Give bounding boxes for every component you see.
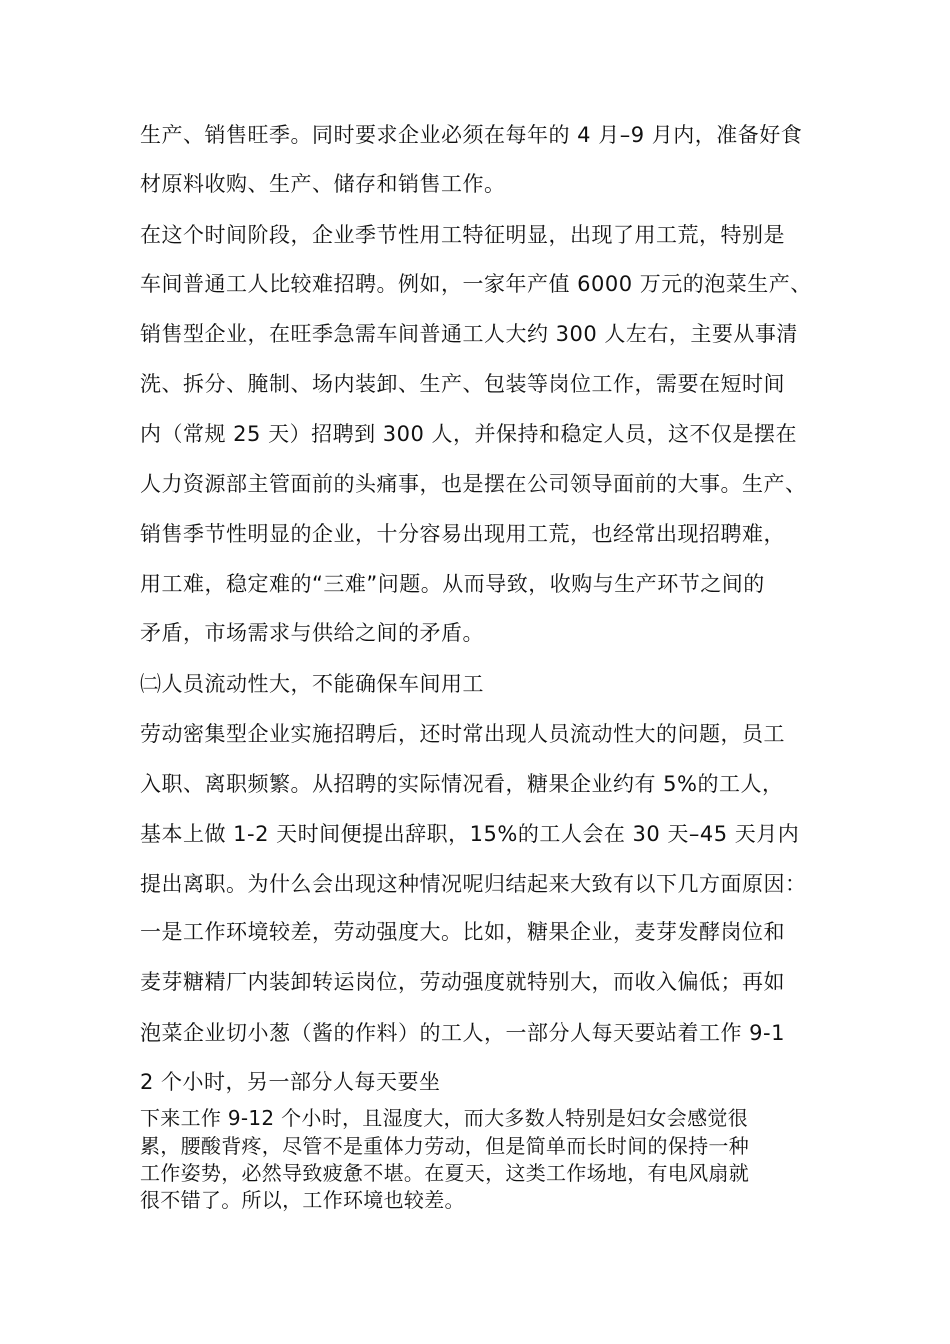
text-line: 下来工作 9-12 个小时，且湿度大，而大多数人特别是妇女会感觉很 <box>140 1106 749 1130</box>
text-line: 销售季节性明显的企业，十分容易出现用工荒，也经常出现招聘难， <box>140 522 785 546</box>
text-line: 工作姿势，必然导致疲惫不堪。在夏天，这类工作场地，有电风扇就 <box>140 1161 749 1185</box>
text-line: 很不错了。所以，工作环境也较差。 <box>140 1188 465 1212</box>
text-line: 2 个小时，另一部分人每天要坐 <box>140 1070 441 1094</box>
text-line: 提出离职。为什么会出现这种情况呢归结起来大致有以下几方面原因： <box>140 872 807 896</box>
text-line: 麦芽糖精厂内装卸转运岗位，劳动强度就特别大，而收入偏低；再如 <box>140 970 785 994</box>
text-line: 劳动密集型企业实施招聘后，还时常出现人员流动性大的问题，员工 <box>140 722 785 746</box>
text-line: 累，腰酸背疼，尽管不是重体力劳动，但是简单而长时间的保持一种 <box>140 1134 749 1158</box>
text-line: 基本上做 1-2 天时间便提出辞职，15%的工人会在 30 天–45 天月内 <box>140 822 800 846</box>
section-heading: ㈡人员流动性大，不能确保车间用工 <box>140 672 484 696</box>
text-line: 泡菜企业切小葱（酱的作料）的工人，一部分人每天要站着工作 9-1 <box>140 1021 785 1045</box>
text-line: 在这个时间阶段，企业季节性用工特征明显，出现了用工荒，特别是 <box>140 223 785 247</box>
text-line: 洗、拆分、腌制、场内装卸、生产、包装等岗位工作，需要在短时间 <box>140 372 785 396</box>
text-line: 车间普通工人比较难招聘。例如，一家年产值 6000 万元的泡菜生产、 <box>140 272 812 296</box>
text-line: 生产、销售旺季。同时要求企业必须在每年的 4 月–9 月内，准备好食 <box>140 123 803 147</box>
text-line: 销售型企业，在旺季急需车间普通工人大约 300 人左右，主要从事清 <box>140 322 798 346</box>
text-line: 内（常规 25 天）招聘到 300 人，并保持和稳定人员，这不仅是摆在 <box>140 422 798 446</box>
text-line: 矛盾，市场需求与供给之间的矛盾。 <box>140 621 484 645</box>
text-line: 入职、离职频繁。从招聘的实际情况看，糖果企业约有 5%的工人， <box>140 772 784 796</box>
text-line: 材原料收购、生产、储存和销售工作。 <box>140 172 506 196</box>
text-line: 用工难，稳定难的“三难”问题。从而导致，收购与生产环节之间的 <box>140 572 765 596</box>
text-line: 一是工作环境较差，劳动强度大。比如，糖果企业，麦芽发酵岗位和 <box>140 920 785 944</box>
text-line: 人力资源部主管面前的头痛事，也是摆在公司领导面前的大事。生产、 <box>140 472 807 496</box>
